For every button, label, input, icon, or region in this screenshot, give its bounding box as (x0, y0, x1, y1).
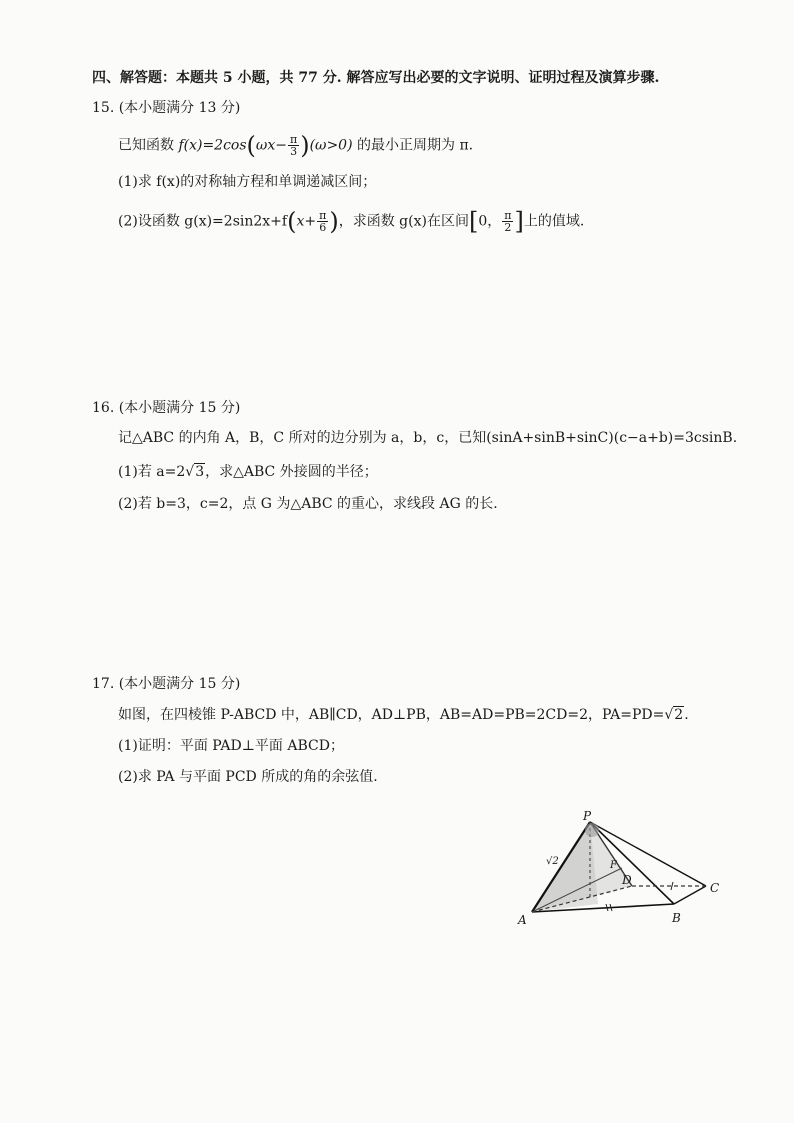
fraction-pi-over-6 (317, 210, 328, 233)
q15-p2-post: 上的值域. (523, 213, 585, 230)
frac-num: π (289, 133, 298, 146)
q15-part2 (118, 207, 585, 236)
q17-part2: (2)求 PA 与平面 PCD 所成的角的余弦值. (118, 769, 378, 785)
q15-stem-pre: 已知函数 (118, 137, 179, 154)
paren-open: ( (287, 207, 297, 236)
sqrt-sign: √ (185, 464, 195, 480)
q15-part1: (1)求 f(x)的对称轴方程和单调递减区间； (118, 174, 377, 190)
label-a: A (518, 913, 527, 927)
fraction-pi-over-3 (288, 134, 299, 157)
q15-p2-arg: x+ (296, 213, 317, 230)
tick-mark (671, 882, 673, 890)
q16-p1-root: 3 (195, 464, 205, 480)
frac-den: 3 (290, 145, 298, 158)
fraction-pi-over-2 (502, 210, 513, 233)
frac-num: π (504, 209, 512, 222)
q16-p1-post: ，求△ABC 外接圆的半径； (205, 464, 378, 480)
q15-stem-arg: ωx− (255, 137, 287, 154)
q15-p2-mid: ，求函数 g(x)在区间 (338, 213, 469, 230)
pyramid-figure (510, 808, 730, 932)
label-p: P (583, 809, 592, 823)
paren-close: ) (300, 131, 310, 160)
q17-stem-pre: 如图，在四棱锥 P-ABCD 中，AB∥CD，AD⊥PB，AB=AD=PB=2CD=2，PA=PD= (118, 707, 665, 723)
q17-part1: (1)证明：平面 PAD⊥平面 ABCD； (118, 738, 344, 754)
q17-stem-root: 2 (674, 707, 684, 723)
q15-stem (118, 131, 474, 160)
q16-title: 16. (本小题满分 15 分) (92, 400, 241, 416)
label-b: B (672, 911, 681, 925)
frac-den: 6 (319, 221, 327, 234)
label-f: F (610, 860, 617, 871)
q15-zero-comma: 0， (478, 213, 502, 230)
label-root2: √2 (546, 856, 559, 867)
q15-stem-cond: (ω>0) (309, 137, 353, 154)
bracket-close: ] (514, 207, 524, 236)
q15-stem-post: 的最小正周期为 π. (352, 137, 474, 154)
paren-close: ) (329, 207, 339, 236)
paren-open: ( (246, 131, 256, 160)
label-d: D (622, 873, 632, 887)
section-header: 四、解答题：本题共 5 小题，共 77 分. 解答应写出必要的文字说明、证明过程及演算步骤. (92, 70, 660, 86)
q17-title: 17. (本小题满分 15 分) (92, 676, 241, 692)
q17-stem-post: . (684, 707, 689, 723)
edge-bc (674, 886, 706, 904)
q16-part2: (2)若 b=3，c=2，点 G 为△ABC 的重心，求线段 AG 的长. (118, 496, 498, 512)
q17-stem (118, 705, 689, 725)
sqrt-sign: √ (664, 707, 674, 723)
q16-stem: 记△ABC 的内角 A，B，C 所对的边分别为 a，b，c，已知(sinA+sinB+sinC)(c−a+b)=3csinB. (118, 430, 738, 446)
label-c: C (710, 881, 720, 895)
q15-title: 15. (本小题满分 13 分) (92, 100, 241, 116)
vertex-p-mark (585, 823, 599, 837)
q15-p2-pre: (2)设函数 g(x)=2sin2x+f (118, 213, 288, 230)
q15-stem-func: f(x)=2cos (178, 137, 247, 154)
q16-part1 (118, 462, 378, 482)
frac-num: π (319, 209, 327, 222)
q16-p1-pre: (1)若 a=2 (118, 464, 186, 480)
frac-den: 2 (504, 221, 512, 234)
bracket-open: [ (468, 207, 479, 236)
